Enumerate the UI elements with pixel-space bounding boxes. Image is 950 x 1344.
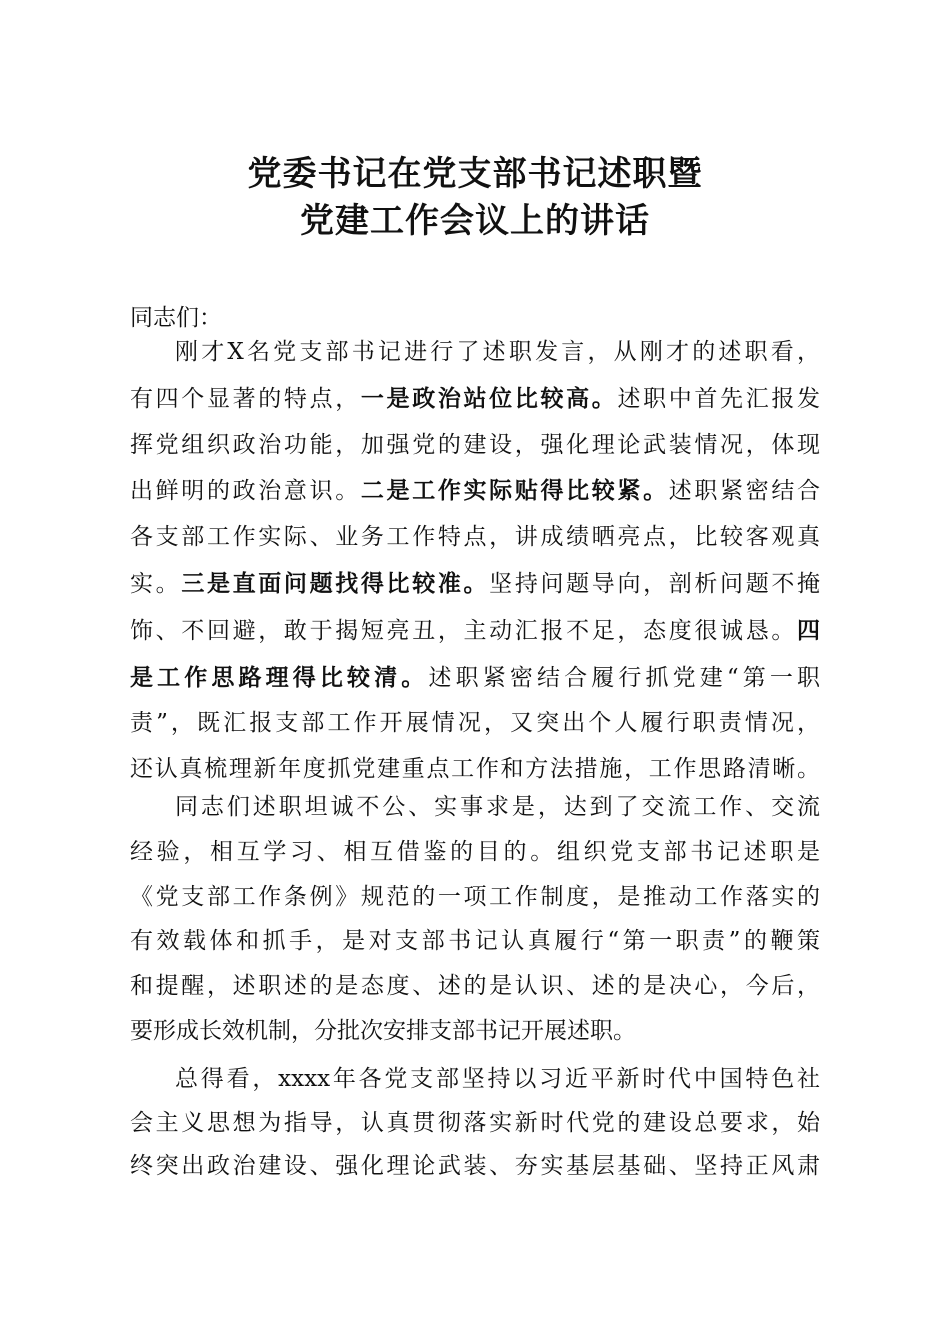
text-line: [130, 655, 820, 702]
text-segment: 饰、不回避，敢于揭短亮丑，主动汇报不足，态度很诚恳。: [130, 617, 797, 644]
text-line: [130, 964, 820, 1009]
text-segment: 经验，相互学习、相互借鉴的目的。组织党支部书记述职是: [130, 838, 820, 865]
text-line: [130, 875, 820, 920]
bold-key-point: 是工作思路理得比较清。: [130, 663, 429, 691]
text-segment: 各支部工作实际、业务工作特点，讲成绩晒亮点，比较客观真: [130, 524, 820, 551]
text-line: [130, 830, 820, 875]
text-segment: 述职紧密结合: [668, 478, 821, 505]
text-segment: 有效载体和抓手，是对支部书记认真履行“第一职责”的鞭策: [130, 928, 820, 955]
bold-key-point: 四: [797, 616, 820, 644]
text-segment: 《党支部工作条例》规范的一项工作制度，是推动工作落实的: [130, 883, 820, 910]
bold-key-point: 三是直面问题找得比较准。: [181, 569, 490, 597]
bold-key-point: 二是工作实际贴得比较紧。: [360, 477, 669, 505]
document-title-line-2: 党建工作会议上的讲话: [300, 201, 650, 241]
text-segment: 刚才X名党支部书记进行了述职发言，从刚才的述职看，: [175, 339, 820, 365]
text-line: [130, 1009, 820, 1054]
text-segment: 要形成长效机制，分批次安排支部书记开展述职。: [130, 1017, 636, 1044]
text-line: [130, 701, 820, 747]
text-line: [130, 468, 820, 515]
text-segment: 有四个显著的特点，: [130, 385, 361, 412]
text-line: [130, 1102, 820, 1146]
text-line: [130, 376, 820, 423]
text-line: [130, 1058, 820, 1102]
text-segment: 同志们述职坦诚不公、实事求是，达到了交流工作、交流: [175, 794, 820, 820]
document-title-line-1: 党委书记在党支部书记述职暨: [247, 154, 703, 194]
text-segment: 坚持问题导向，剖析问题不掩: [489, 570, 821, 597]
text-segment: 总得看，xxxx年各党支部坚持以习近平新时代中国特色社: [175, 1066, 820, 1092]
text-line: [130, 515, 820, 561]
text-segment: 实。: [130, 570, 182, 597]
text-segment: 责”，既汇报支部工作开展情况，又突出个人履行职责情况，: [130, 710, 820, 737]
text-segment: 挥党组织政治功能，加强党的建设，强化理论武装情况，体现: [130, 431, 820, 458]
text-line: [130, 1145, 820, 1189]
text-segment: 和提醒，述职述的是态度、述的是认识、述的是决心，今后，: [130, 973, 820, 1000]
text-line: [130, 785, 820, 830]
paragraph-2: [130, 785, 820, 1054]
text-segment: 述职中首先汇报发: [617, 385, 821, 412]
text-line: [130, 608, 820, 655]
text-segment: 述职紧密结合履行抓党建“第一职: [428, 664, 821, 691]
text-line: [130, 330, 820, 376]
paragraph-1: [130, 330, 820, 793]
text-segment: 会主义思想为指导，认真贯彻落实新时代党的建设总要求，始: [130, 1109, 820, 1136]
text-line: [130, 423, 820, 469]
text-segment: 还认真梳理新年度抓党建重点工作和方法措施，工作思路清晰。: [130, 756, 820, 783]
bold-key-point: 一是政治站位比较高。: [360, 384, 618, 412]
paragraph-3: [130, 1058, 820, 1189]
text-line: [130, 561, 820, 608]
greeting: 同志们：: [130, 305, 222, 331]
text-segment: 终突出政治建设、强化理论武装、夯实基层基础、坚持正风肃: [130, 1153, 820, 1179]
text-line: [130, 919, 820, 964]
text-segment: 出鲜明的政治意识。: [130, 478, 361, 505]
